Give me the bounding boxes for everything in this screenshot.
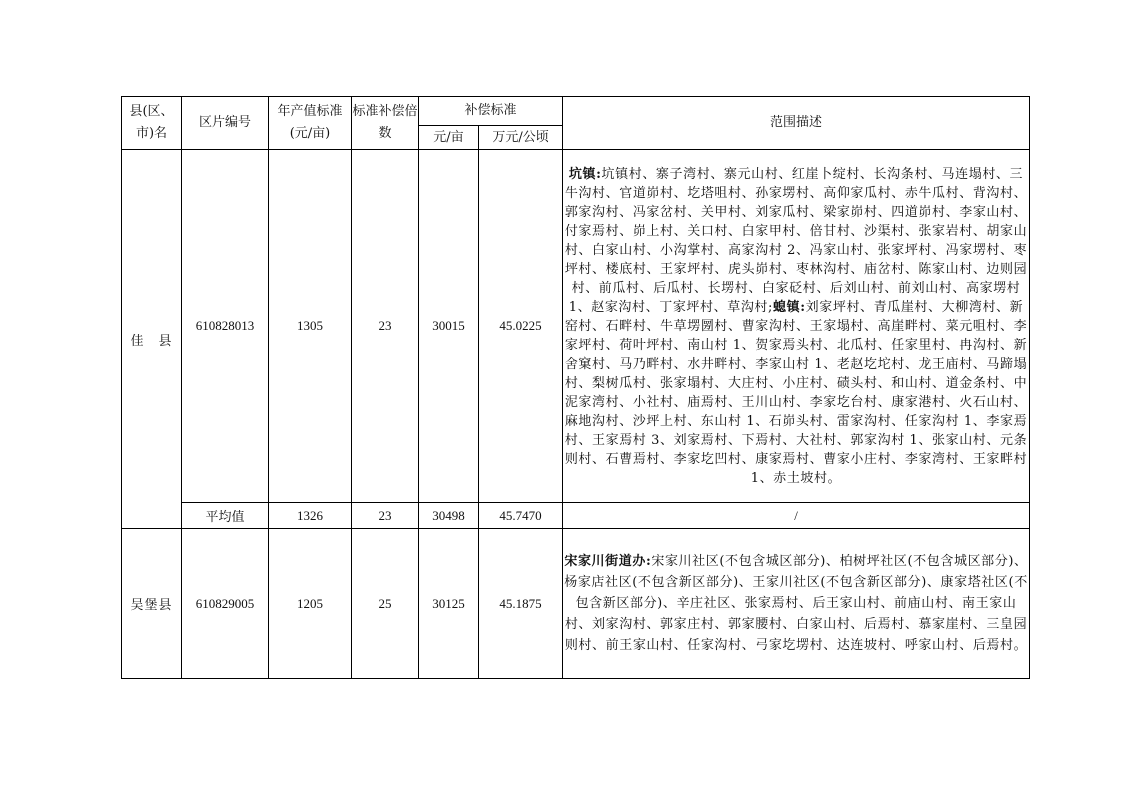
yuan-per-mu-cell: 30125 [419,529,479,679]
average-row [122,503,1030,529]
header-unit-mu: 元/亩 [419,126,479,150]
town-label: 螅镇: [773,299,806,315]
header-scope: 范围描述 [563,97,1030,150]
header-annual-value: 年产值标准(元/亩) [269,97,352,150]
code-cell: 610828013 [182,150,269,503]
average-wan-per-ha: 45.7470 [479,503,563,529]
code-cell: 610829005 [182,529,269,679]
scope-description [563,529,1030,679]
annual-value-cell: 1205 [269,529,352,679]
wan-per-ha-cell: 45.0225 [479,150,563,503]
annual-value-cell: 1305 [269,150,352,503]
county-cell: 吴堡县 [122,529,182,679]
village-list: 坑镇村、寨子湾村、寨元山村、红崖卜绽村、长沟条村、马连塌村、三牛沟村、官道峁村、圪塔咀村、孙家塄村、高仰家瓜村、赤牛瓜村、背沟村、郭家沟村、冯家岔村、关甲村、刘家瓜村、梁家峁村、四道峁村、李家山村、付家焉村、峁上村、关口村、白家甲村、倍甘村、沙渠村、张家岩村、胡家山村、白家山村、小沟掌村、高家沟村 2、冯家山村、张家坪村、冯家塄村、枣坪村、楼底村、王家坪村、虎头峁村、枣林沟村、庙岔村、陈家山村、边则园村、前瓜村、后瓜村、长塄村、白家砭村、后刘山村、前刘山村、高家塄村 1、赵家沟村、丁家坪村、草沟村; [564,166,1028,315]
scope-description [563,150,1030,503]
header-unit-ha: 万元/公顷 [479,126,563,150]
multiple-cell: 23 [352,150,419,503]
table-row [122,529,1030,679]
table-row [122,150,1030,503]
average-multiple: 23 [352,503,419,529]
multiple-cell: 25 [352,529,419,679]
village-list: 宋家川社区(不包含城区部分)、柏树坪社区(不包含城区部分)、杨家店社区(不包含新区部分)、王家川社区(不包含新区部分)、康家塔社区(不包含新区部分)、辛庄社区、张家焉村、后王家山村、前庙山村、南王家山村、刘家沟村、郭家庄村、郭家腰村、白家山村、后焉村、慕家崖村、三皇园则村、前王家山村、任家沟村、弓家圪塄村、达连坡村、呼家山村、后焉村。 [564,554,1028,653]
header-compensation: 补偿标准 [419,97,563,126]
header-county: 县(区、市)名 [122,97,182,150]
town-label: 坑镇: [568,166,602,182]
average-description: / [563,503,1030,529]
average-label: 平均值 [182,503,269,529]
county-cell: 佳 县 [122,150,182,529]
average-yuan-per-mu: 30498 [419,503,479,529]
header-multiple: 标准补偿倍数 [352,97,419,150]
village-list: 刘家坪村、青瓜崖村、大柳湾村、新窑村、石畔村、牛草塄圐村、曹家沟村、王家塌村、高崖畔村、菜元咀村、李家坪村、荷叶坪村、南山村 1、贺家焉头村、北瓜村、任家里村、冉沟村、新舍窠村、马乃畔村、水井畔村、李家山村 1、老赵圪坨村、龙王庙村、马蹄塌村、梨树瓜村、张家塌村、大庄村、小庄村、碛头村、和山村、道金条村、中泥家湾村、小社村、庙焉村、王川山村、李家圪台村、康家港村、火石山村、麻地沟村、沙坪上村、东山村 1、石峁头村、雷家沟村、任家沟村 1、李家焉村、王家焉村 3、刘家焉村、下焉村、大社村、郭家沟村 1、张家山村、元条则村、石曹焉村、李家圪凹村、康家焉村、曹家小庄村、李家湾村、王家畔村 1、赤土坡村。 [564,299,1028,486]
wan-per-ha-cell: 45.1875 [479,529,563,679]
header-code: 区片编号 [182,97,269,150]
average-annual-value: 1326 [269,503,352,529]
town-label: 宋家川街道办: [564,554,652,569]
compensation-table [121,96,1030,679]
yuan-per-mu-cell: 30015 [419,150,479,503]
